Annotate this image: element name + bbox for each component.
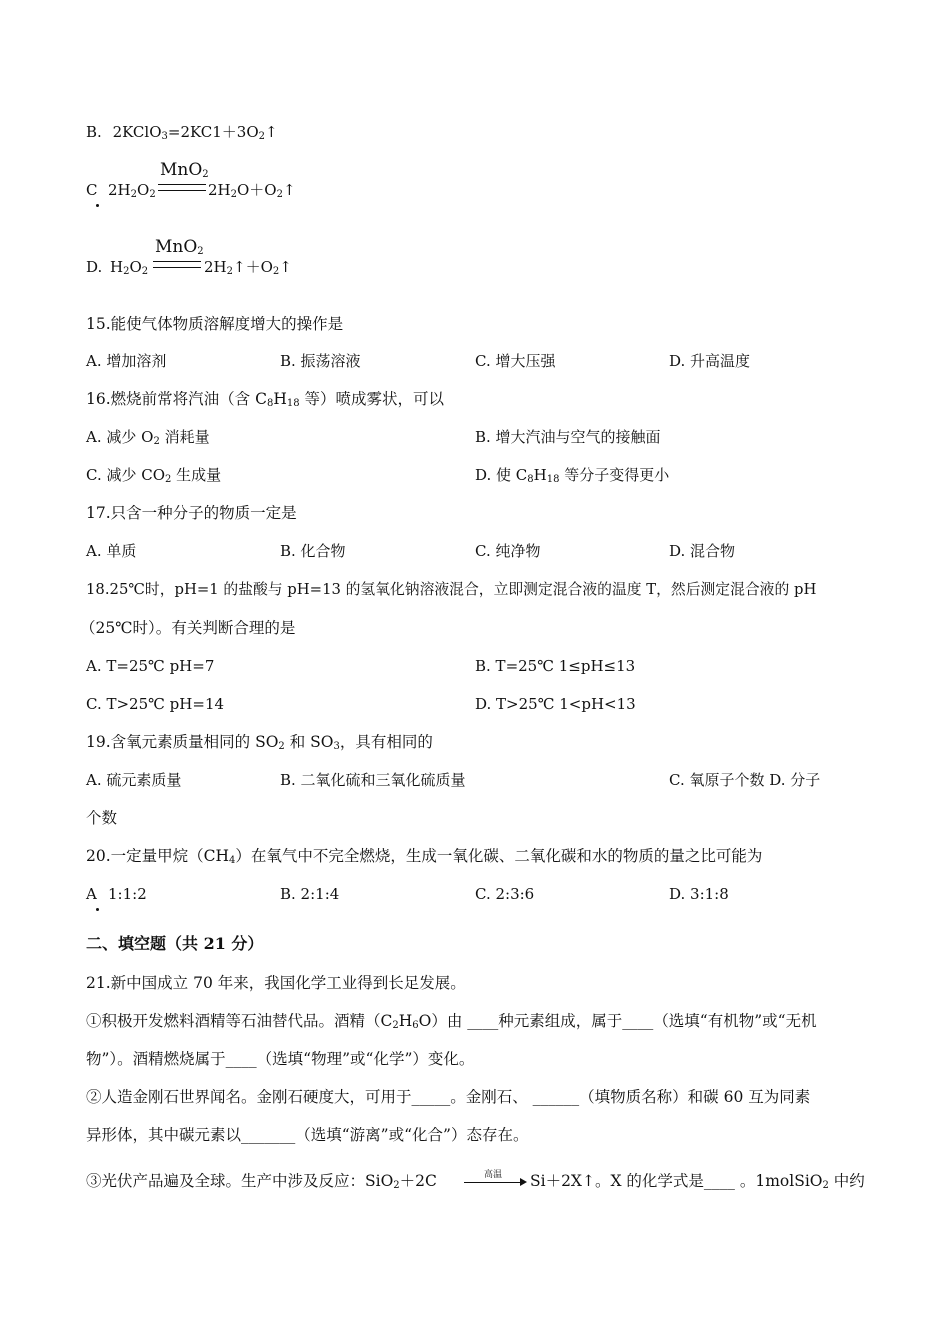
equals-bar xyxy=(153,261,201,268)
q15-stem: 15.能使气体物质溶解度增大的操作是 xyxy=(86,315,344,333)
q19-wrap: 个数 xyxy=(86,809,118,827)
q17-stem: 17.只含一种分子的物质一定是 xyxy=(86,504,297,522)
q17-option-b: B. 化合物 xyxy=(280,542,346,560)
q21-stem: 21.新中国成立 70 年来，我国化学工业得到长足发展。 xyxy=(86,974,466,992)
reactant: $2H_2O_2$ xyxy=(108,181,156,200)
reaction-condition: MnO$_2$ xyxy=(160,160,209,180)
q16-option-a: A. 减少 $O_2$ 消耗量 xyxy=(86,428,210,447)
q19-option-cd: C. 氧原子个数 D. 分子 xyxy=(669,771,821,789)
q18-stem-line1: 18.25℃时，pH=1 的盐酸与 pH=13 的氢氧化钠溶液混合，立即测定混合液的温度 T，然后测定混合液的 pH xyxy=(86,581,817,598)
q15-option-c: C. 增大压强 xyxy=(475,352,556,370)
q16-option-b: B. 增大汽油与空气的接触面 xyxy=(475,428,661,446)
q18-option-a: A. T=25℃ pH=7 xyxy=(86,657,215,675)
q20-option-c: C. 2:3:6 xyxy=(475,885,535,903)
q18-stem-line2: （25℃时）。有关判断合理的是 xyxy=(80,619,296,637)
reaction-condition: 高温 xyxy=(484,1170,503,1180)
q16-option-d: D. 使 $C_8H_{18}$ 等分子变得更小 xyxy=(475,466,670,485)
q20-option-d: D. 3:1:8 xyxy=(669,885,729,903)
q20-option-b: B. 2:1:4 xyxy=(280,885,340,903)
product: $2H_2↑+O_2↑$ xyxy=(204,258,292,277)
mark-dot xyxy=(96,908,99,911)
q15-option-a: A. 增加溶剂 xyxy=(86,352,167,370)
q21-part2-line1: ②人造金刚石世界闻名。金刚石硬度大，可用于_____。金刚石、 ______（填物质名称）和碳 60 互为同素 xyxy=(86,1088,811,1106)
reactant: $H_2O_2$ xyxy=(110,258,149,277)
product: $2H_2O+O_2↑$ xyxy=(208,181,296,200)
equation-left: ③光伏产品遍及全球。生产中涉及反应：SiO$_2$＋2C xyxy=(86,1172,437,1191)
option-letter: C xyxy=(86,181,98,199)
q19-option-b: B. 二氧化硫和三氧化硫质量 xyxy=(280,771,466,789)
mark-dot xyxy=(96,204,99,207)
q14-option-b: B. $2KClO_3=2KC1+3O_2↑$ xyxy=(86,123,278,142)
arrow-head-icon xyxy=(520,1178,527,1186)
q17-option-c: C. 纯净物 xyxy=(475,542,541,560)
q20-option-a: 1:1:2 xyxy=(108,885,147,903)
q15-option-d: D. 升高温度 xyxy=(669,352,751,370)
q19-option-a: A. 硫元素质量 xyxy=(86,771,182,789)
q17-option-a: A. 单质 xyxy=(86,542,137,560)
q15-option-b: B. 振荡溶液 xyxy=(280,352,361,370)
option-letter: D. xyxy=(86,258,103,276)
q18-option-d: D. T>25℃ 1<pH<13 xyxy=(475,695,636,713)
reaction-condition: MnO$_2$ xyxy=(155,237,204,257)
section-heading: 二、填空题（共 21 分） xyxy=(86,934,264,953)
q20-stem: 20.一定量甲烷$(CH_4)$在氧气中不完全燃烧，生成一氧化碳、二氧化碳和水的物质的量之比可能为 xyxy=(86,847,763,866)
q19-stem: 19.含氧元素质量相同的 $SO_2$ 和 $SO_3$，具有相同的 xyxy=(86,733,433,752)
q18-option-c: C. T>25℃ pH=14 xyxy=(86,695,225,713)
equation-right: Si＋2X↑。X 的化学式是____ 。1molSiO$_2$ 中约 xyxy=(530,1172,865,1191)
q16-stem: 16.燃烧前常将汽油（含 $C_8H_{18}$ 等）喷成雾状，可以 xyxy=(86,390,445,409)
reaction-arrow xyxy=(464,1182,522,1183)
q17-option-d: D. 混合物 xyxy=(669,542,736,560)
q21-part1-line2: 物”）。酒精燃烧属于____（选填“物理”或“化学”）变化。 xyxy=(86,1050,475,1068)
q21-part1-line1: ①积极开发燃料酒精等石油替代品。酒精$(C_2H_6O)$由 ____种元素组成，属于____（选填“有机物”或“无机 xyxy=(86,1012,817,1031)
equals-bar xyxy=(158,184,206,191)
q20-option-a-letter: A xyxy=(86,885,97,903)
q16-option-c: C. 减少 $CO_2$ 生成量 xyxy=(86,466,222,485)
q21-part2-line2: 异形体，其中碳元素以_______（选填“游离”或“化合”）态存在。 xyxy=(86,1126,529,1144)
q18-option-b: B. T=25℃ 1≤pH≤13 xyxy=(475,657,636,675)
option-letter: B. xyxy=(86,123,102,141)
